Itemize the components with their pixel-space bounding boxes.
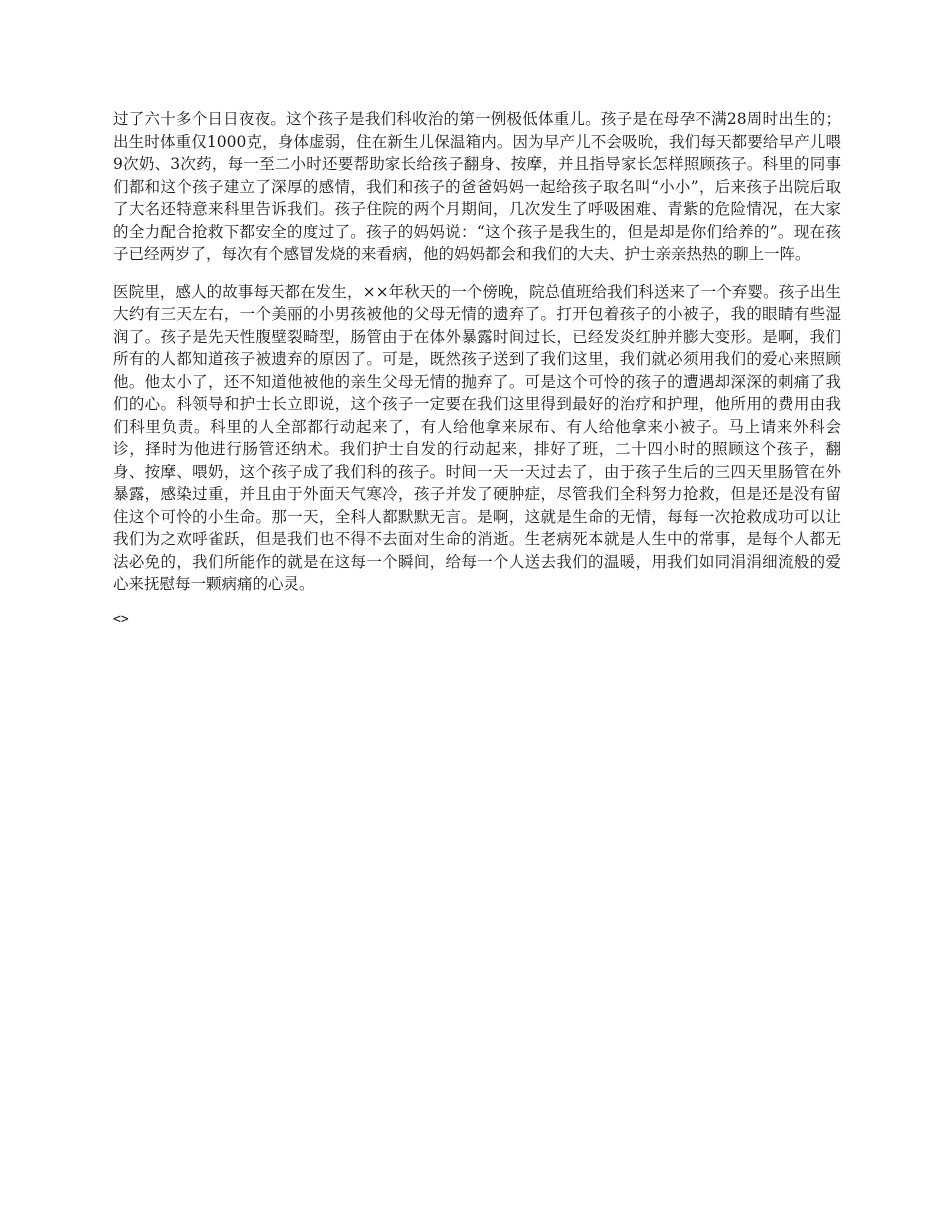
paragraph-premature-infant-story: 过了六十多个日日夜夜。这个孩子是我们科收治的第一例极低体重儿。孩子是在母孕不满28周时出生的；出生时体重仅1000克，身体虚弱，住在新生儿保温箱内。因为早产儿不会吸吮，我们每天都要给早产儿喂9次奶、3次药，每一至二小时还要帮助家长给孩子翻身、按摩，并且指导家长怎样照顾孩子。科里的同事们都和这个孩子建立了深厚的感情，我们和孩子的爸爸妈妈一起给孩子取名叫“小小”，后来孩子出院后取了大名还特意来科里告诉我们。孩子住院的两个月期间，几次发生了呼吸困难、青紫的危险情况，在大家的全力配合抢救下都安全的度过了。孩子的妈妈说：“这个孩子是我生的，但是却是你们给养的”。现在孩子已经两岁了，每次有个感冒发烧的来看病，他的妈妈都会和我们的大夫、护士亲亲热热的聊上一阵。 <box>113 110 841 263</box>
paragraph-abandoned-infant-story: 医院里，感人的故事每天都在发生，××年秋天的一个傍晚，院总值班给我们科送来了一个弃婴。孩子出生大约有三天左右，一个美丽的小男孩被他的父母无情的遗弃了。打开包着孩子的小被子，我的眼睛有些湿润了。孩子是先天性腹壁裂畸型，肠管由于在体外暴露时间过长，已经发炎红肿并膨大变形。是啊，我们所有的人都知道孩子被遗弃的原因了。可是，既然孩子送到了我们这里，我们就必须用我们的爱心来照顾他。他太小了，还不知道他被他的亲生父母无情的抛弃了。可是这个可怜的孩子的遭遇却深深的刺痛了我们的心。科领导和护士长立即说，这个孩子一定要在我们这里得到最好的治疗和护理，他所用的费用由我们科里负责。科里的人全部都行动起来了，有人给他拿来尿布、有人给他拿来小被子。马上请来外科会诊，择时为他进行肠管还纳术。我们护士自发的行动起来，排好了班，二十四小时的照顾这个孩子，翻身、按摩、喂奶，这个孩子成了我们科的孩子。时间一天一天过去了，由于孩子生后的三四天里肠管在外暴露，感染过重，并且由于外面天气寒冷，孩子并发了硬肿症，尽管我们全科努力抢救，但是还是没有留住这个可怜的小生命。那一天，全科人都默默无言。是啊，这就是生命的无情，每每一次抢救成功可以让我们为之欢呼雀跃，但是我们也不得不去面对生命的消逝。生老病死本就是人生中的常事，是每个人都无法必免的，我们所能作的就是在这每一个瞬间，给每一个人送去我们的温暖，用我们如同涓涓细流般的爱心来抚慰每一颗病痛的心灵。 <box>113 282 841 593</box>
trailing-mark: <> <box>113 611 129 627</box>
document-body <box>113 108 841 629</box>
